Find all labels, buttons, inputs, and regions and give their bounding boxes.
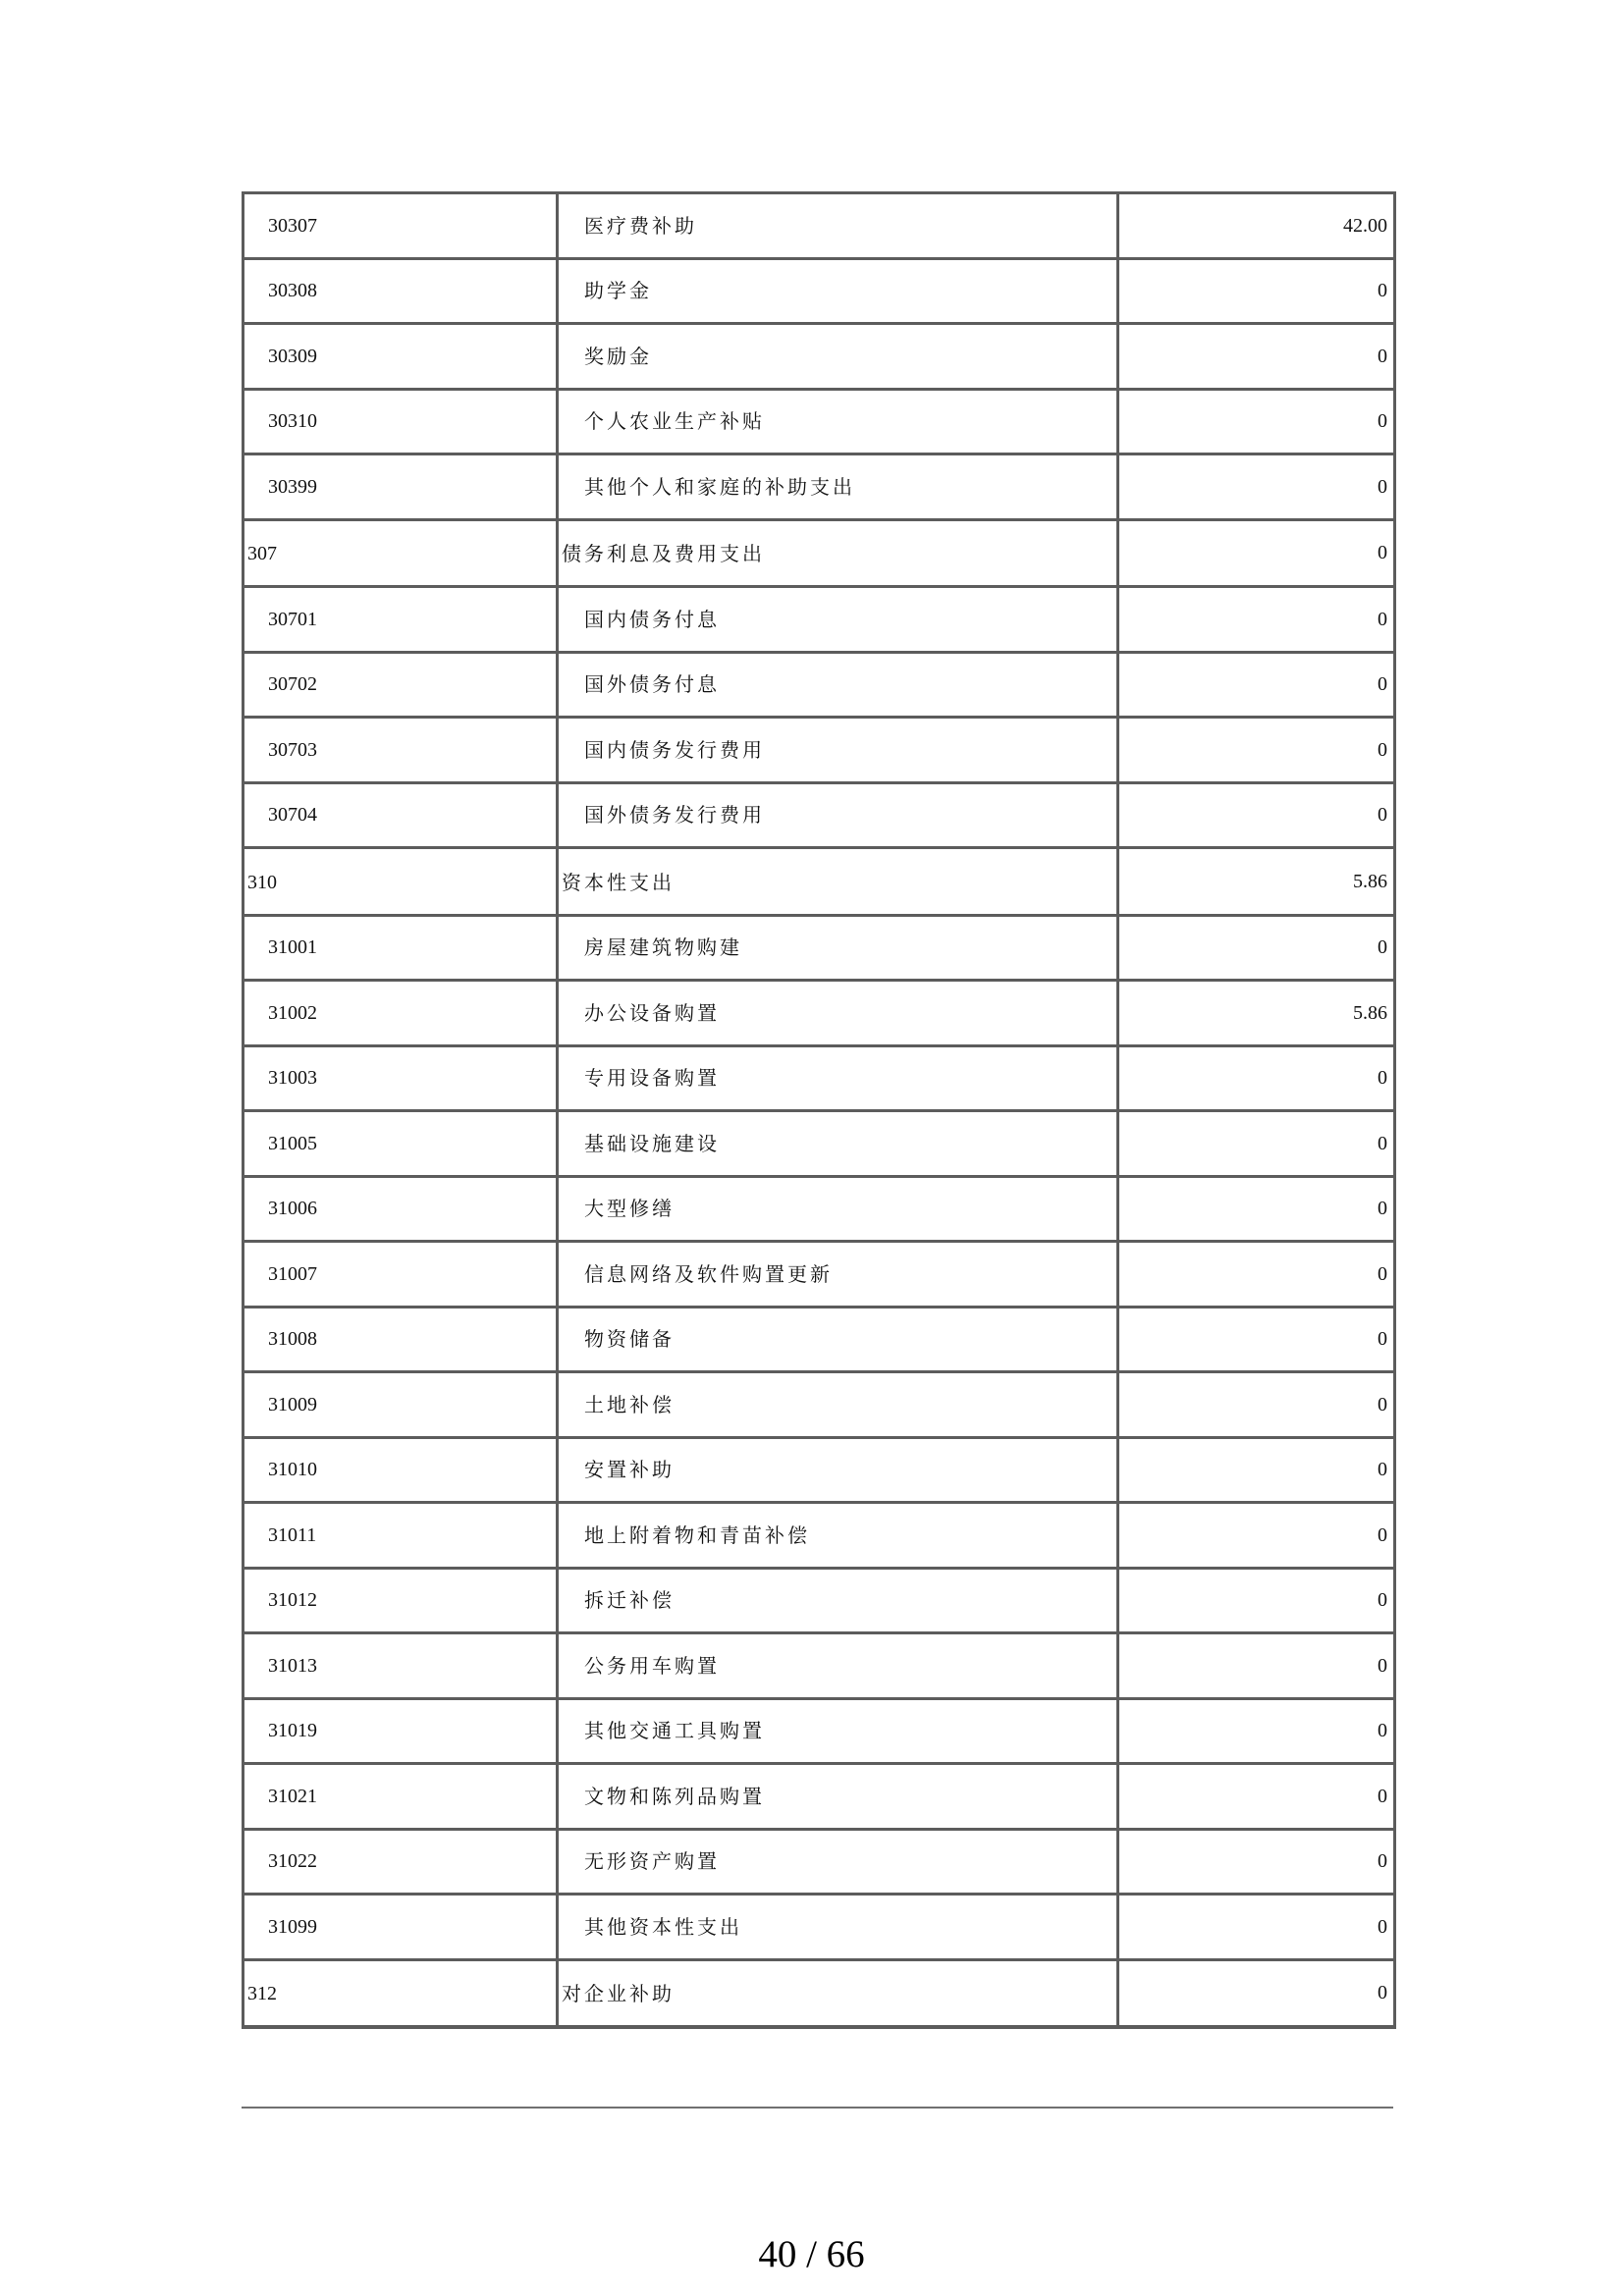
row-amount: 0 xyxy=(1118,1829,1395,1895)
table-row xyxy=(243,1242,1395,1308)
table-row xyxy=(243,1764,1395,1830)
category-code: 310 xyxy=(243,848,558,916)
row-name: 信息网络及软件购置更新 xyxy=(558,1242,1118,1308)
row-code: 31010 xyxy=(243,1437,558,1503)
row-code: 31005 xyxy=(243,1111,558,1177)
row-code: 30309 xyxy=(243,324,558,390)
row-name: 基础设施建设 xyxy=(558,1111,1118,1177)
row-name: 大型修缮 xyxy=(558,1176,1118,1242)
row-name: 物资储备 xyxy=(558,1307,1118,1372)
table-row xyxy=(243,1372,1395,1438)
row-name: 文物和陈列品购置 xyxy=(558,1764,1118,1830)
table-row xyxy=(243,324,1395,390)
row-code: 30704 xyxy=(243,782,558,848)
row-amount: 0 xyxy=(1118,258,1395,324)
page-number: 40 / 66 xyxy=(758,2233,865,2275)
table-row xyxy=(243,1698,1395,1764)
row-amount: 0 xyxy=(1118,718,1395,783)
row-amount: 0 xyxy=(1118,324,1395,390)
row-name: 国内债务付息 xyxy=(558,587,1118,653)
row-name: 个人农业生产补贴 xyxy=(558,389,1118,454)
table-row xyxy=(243,1633,1395,1699)
category-amount: 0 xyxy=(1118,1959,1395,2027)
table-row xyxy=(243,782,1395,848)
row-code: 31011 xyxy=(243,1503,558,1569)
table-row xyxy=(243,258,1395,324)
row-name: 无形资产购置 xyxy=(558,1829,1118,1895)
row-code: 31002 xyxy=(243,981,558,1046)
category-code: 307 xyxy=(243,519,558,587)
category-row xyxy=(243,1959,1395,2027)
row-code: 30703 xyxy=(243,718,558,783)
row-amount: 0 xyxy=(1118,1633,1395,1699)
row-amount: 0 xyxy=(1118,915,1395,981)
row-code: 30399 xyxy=(243,454,558,520)
table-row xyxy=(243,193,1395,259)
row-code: 31007 xyxy=(243,1242,558,1308)
row-code: 31012 xyxy=(243,1568,558,1633)
row-name: 医疗费补助 xyxy=(558,193,1118,259)
table-row xyxy=(243,1045,1395,1111)
category-row xyxy=(243,519,1395,587)
table-row xyxy=(243,1895,1395,1960)
table-bottom-rule xyxy=(242,2107,1393,2109)
row-code: 30310 xyxy=(243,389,558,454)
row-code: 31021 xyxy=(243,1764,558,1830)
row-amount: 0 xyxy=(1118,1764,1395,1830)
table-row xyxy=(243,587,1395,653)
row-code: 30308 xyxy=(243,258,558,324)
row-name: 房屋建筑物购建 xyxy=(558,915,1118,981)
row-amount: 0 xyxy=(1118,1372,1395,1438)
row-amount: 0 xyxy=(1118,1895,1395,1960)
category-name: 资本性支出 xyxy=(558,848,1118,916)
row-amount: 0 xyxy=(1118,587,1395,653)
table-body xyxy=(243,193,1395,2028)
row-name: 安置补助 xyxy=(558,1437,1118,1503)
table-row xyxy=(243,1568,1395,1633)
row-name: 国内债务发行费用 xyxy=(558,718,1118,783)
table-row xyxy=(243,915,1395,981)
table-row xyxy=(243,1307,1395,1372)
row-code: 31019 xyxy=(243,1698,558,1764)
row-code: 31009 xyxy=(243,1372,558,1438)
row-code: 31001 xyxy=(243,915,558,981)
row-name: 地上附着物和青苗补偿 xyxy=(558,1503,1118,1569)
row-amount: 0 xyxy=(1118,1176,1395,1242)
row-code: 31099 xyxy=(243,1895,558,1960)
row-code: 31006 xyxy=(243,1176,558,1242)
row-name: 其他交通工具购置 xyxy=(558,1698,1118,1764)
row-name: 土地补偿 xyxy=(558,1372,1118,1438)
category-row xyxy=(243,848,1395,916)
category-name: 对企业补助 xyxy=(558,1959,1118,2027)
row-name: 公务用车购置 xyxy=(558,1633,1118,1699)
row-code: 30307 xyxy=(243,193,558,259)
row-name: 奖励金 xyxy=(558,324,1118,390)
row-name: 专用设备购置 xyxy=(558,1045,1118,1111)
row-code: 31022 xyxy=(243,1829,558,1895)
row-amount: 0 xyxy=(1118,1568,1395,1633)
row-name: 其他个人和家庭的补助支出 xyxy=(558,454,1118,520)
table-row xyxy=(243,1437,1395,1503)
category-amount: 5.86 xyxy=(1118,848,1395,916)
row-name: 助学金 xyxy=(558,258,1118,324)
row-amount: 0 xyxy=(1118,1111,1395,1177)
row-name: 办公设备购置 xyxy=(558,981,1118,1046)
row-amount: 0 xyxy=(1118,782,1395,848)
row-amount: 0 xyxy=(1118,1503,1395,1569)
row-amount: 0 xyxy=(1118,1307,1395,1372)
category-amount: 0 xyxy=(1118,519,1395,587)
row-code: 31003 xyxy=(243,1045,558,1111)
row-name: 其他资本性支出 xyxy=(558,1895,1118,1960)
row-amount: 0 xyxy=(1118,389,1395,454)
table-row xyxy=(243,1111,1395,1177)
row-amount: 0 xyxy=(1118,1698,1395,1764)
row-name: 国外债务发行费用 xyxy=(558,782,1118,848)
row-amount: 0 xyxy=(1118,1437,1395,1503)
row-amount: 5.86 xyxy=(1118,981,1395,1046)
row-amount: 0 xyxy=(1118,1045,1395,1111)
expenditure-table xyxy=(242,191,1396,2029)
row-name: 国外债务付息 xyxy=(558,652,1118,718)
row-amount: 0 xyxy=(1118,1242,1395,1308)
table-row xyxy=(243,1503,1395,1569)
table-row xyxy=(243,1176,1395,1242)
table-row xyxy=(243,652,1395,718)
table-row xyxy=(243,718,1395,783)
category-name: 债务利息及费用支出 xyxy=(558,519,1118,587)
table-row xyxy=(243,981,1395,1046)
row-amount: 0 xyxy=(1118,454,1395,520)
category-code: 312 xyxy=(243,1959,558,2027)
row-code: 31013 xyxy=(243,1633,558,1699)
table-row xyxy=(243,454,1395,520)
row-amount: 42.00 xyxy=(1118,193,1395,259)
row-code: 30701 xyxy=(243,587,558,653)
row-amount: 0 xyxy=(1118,652,1395,718)
table-row xyxy=(243,1829,1395,1895)
table-row xyxy=(243,389,1395,454)
row-code: 30702 xyxy=(243,652,558,718)
row-name: 拆迁补偿 xyxy=(558,1568,1118,1633)
row-code: 31008 xyxy=(243,1307,558,1372)
